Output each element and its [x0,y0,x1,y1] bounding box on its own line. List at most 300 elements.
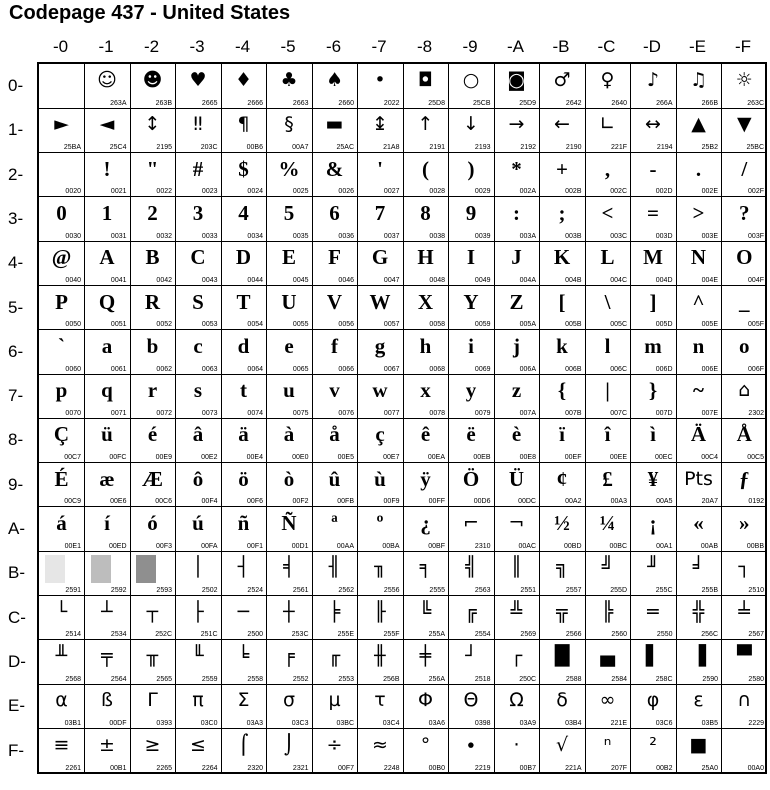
char-cell [176,684,222,729]
unicode-code: 2194 [656,144,673,152]
char-glyph: 0 [56,200,67,225]
unicode-code: 007A [519,409,536,417]
unicode-code: 03B1 [64,719,81,727]
char-glyph: T [236,289,251,314]
unicode-code: 005D [655,321,673,329]
char-cell [176,241,222,286]
char-cell [85,640,131,685]
char-cell [85,241,131,286]
char-glyph: Ñ [281,511,297,535]
unicode-code: 00AB [700,542,718,550]
unicode-code: 00FA [201,542,218,550]
char-cell [494,507,540,552]
unicode-code: 002C [610,188,627,196]
row-header: 7- [8,386,24,406]
char-cell [631,108,677,153]
char-glyph: Φ [418,689,433,712]
unicode-code: 0077 [383,409,400,417]
char-cell [585,507,631,552]
char-cell [85,286,131,331]
unicode-code: 2562 [338,587,354,595]
unicode-code: 00A0 [747,765,764,773]
char-glyph: ╩ [510,600,523,623]
char-glyph: ╦ [556,600,568,623]
char-glyph: ç [375,422,385,447]
char-cell [449,507,495,552]
char-cell [85,330,131,375]
char-cell [312,330,358,375]
column-header: -1 [98,37,114,56]
column-header: -3 [189,37,205,56]
char-cell [312,153,358,198]
char-glyph: ↕ [144,113,161,136]
unicode-code: 0070 [65,409,81,417]
unicode-code: 00E0 [292,454,309,462]
char-cell [267,729,313,774]
unicode-code: 00E4 [246,454,263,462]
char-cell [130,463,176,508]
char-cell [403,286,449,331]
char-glyph: ó [147,511,158,535]
char-glyph: O [736,245,753,270]
char-glyph: ♂ [553,69,571,91]
column-header: -8 [416,37,433,56]
unicode-code: 2248 [383,765,400,773]
unicode-code: 005E [701,321,718,329]
char-cell [722,684,768,729]
char-cell [358,729,404,774]
char-glyph: ◄ [99,113,115,136]
char-glyph: Θ [463,689,479,712]
unicode-code: 00E9 [155,454,172,462]
char-glyph: ▀ [736,644,752,667]
unicode-code: 0051 [110,321,127,329]
char-cell [722,241,768,286]
char-glyph: ╓ [328,644,341,667]
char-cell [85,418,131,463]
char-glyph: ═ [647,600,659,623]
column-header: -0 [52,37,69,56]
char-glyph: ñ [237,511,250,535]
unicode-code: 255D [610,587,627,595]
char-glyph: + [556,156,568,181]
column-header: -B [552,37,570,56]
char-cell [631,551,677,596]
unicode-code: 2564 [110,675,127,683]
char-glyph: @ [51,245,72,270]
char-cell [130,64,176,109]
char-cell [176,64,222,109]
unicode-code: 00E6 [110,498,127,506]
char-glyph: ^ [692,289,705,314]
char-glyph: î [604,422,611,447]
char-glyph: ƒ [739,466,750,491]
unicode-code: 007D [655,409,673,417]
char-cell [312,418,358,463]
char-glyph: « [693,511,704,535]
char-cell [358,418,404,463]
unicode-code: 258C [655,675,673,683]
char-glyph: ↓ [463,113,479,136]
char-glyph: W [369,289,391,314]
unicode-code: 25D8 [428,99,445,107]
unicode-code: 00BC [609,542,627,550]
char-glyph: Ä [690,422,707,447]
char-cell [585,153,631,198]
unicode-code: 002F [748,188,764,196]
char-glyph: ╣ [465,556,477,579]
char-glyph: ○ [462,69,480,91]
shade-block-2592 [91,555,111,583]
shade-block-2591 [45,555,65,583]
unicode-code: 00DF [109,719,127,727]
char-cell [39,729,85,774]
unicode-code: 266B [701,99,718,107]
unicode-code: 0054 [247,321,263,329]
char-cell [39,684,85,729]
char-glyph: Ω [509,689,524,712]
unicode-code: 2192 [520,144,536,152]
unicode-code: 0076 [338,409,354,417]
char-cell [403,729,449,774]
unicode-code: 0048 [429,276,445,284]
unicode-code: 00A1 [656,542,673,550]
unicode-code: 2510 [748,587,764,595]
unicode-code: 00EA [427,454,445,462]
unicode-code: 002D [655,188,673,196]
char-cell [449,286,495,331]
char-cell [585,684,631,729]
char-glyph: ♠ [325,69,344,91]
unicode-code: 2261 [65,765,81,773]
char-glyph: a [101,333,113,358]
char-glyph: o [739,333,750,358]
unicode-code: 2568 [65,675,81,683]
char-glyph: ² [649,733,657,756]
unicode-code: 2557 [565,587,582,595]
char-cell [312,286,358,331]
char-glyph: ▬ [325,113,344,136]
char-cell [540,374,586,419]
char-cell [39,108,85,153]
unicode-code: 03B4 [565,719,582,727]
char-cell [540,286,586,331]
char-cell [221,507,267,552]
char-glyph: ( [422,156,429,181]
char-cell [676,241,722,286]
char-cell [631,418,677,463]
unicode-code: 2565 [156,675,172,683]
char-cell [130,286,176,331]
char-glyph: ¢ [556,466,568,491]
unicode-code: 006E [701,365,718,373]
unicode-code: 002E [701,188,718,196]
char-cell [585,374,631,419]
char-glyph: ¡ [649,511,657,535]
unicode-code: 03A3 [246,719,263,727]
char-glyph: ▲ [691,113,706,136]
char-glyph: M [643,245,663,270]
char-glyph: ↑ [417,113,434,136]
unicode-code: 00FF [428,498,445,506]
unicode-code: 0033 [201,232,218,240]
unicode-code: 0030 [65,232,81,240]
char-glyph: å [329,422,340,447]
char-cell [585,197,631,242]
unicode-code: 003E [701,232,718,240]
char-glyph: â [192,422,204,447]
unicode-code: 2561 [292,587,309,595]
char-glyph: ¬ [508,512,525,534]
codepage-grid [37,62,767,774]
unicode-code: 0067 [383,365,400,373]
char-glyph: N [690,245,707,270]
unicode-code: 0075 [292,409,309,417]
char-cell [176,596,222,641]
char-cell [312,463,358,508]
char-cell [176,418,222,463]
unicode-code: 203C [200,144,218,152]
char-cell [312,374,358,419]
char-cell [312,197,358,242]
char-cell [676,507,722,552]
char-glyph: ≤ [190,733,206,756]
char-glyph: └ [55,600,68,623]
unicode-code: 263C [747,99,764,107]
unicode-code: 253C [291,631,309,639]
char-cell [403,241,449,286]
char-glyph: ☺ [97,69,117,91]
char-glyph: Ç [53,422,70,447]
char-cell [312,64,358,109]
unicode-code: 255C [655,587,673,595]
char-cell [130,684,176,729]
unicode-code: 0074 [247,409,263,417]
unicode-code: 03C6 [655,719,673,727]
char-cell [585,330,631,375]
unicode-code: 0032 [156,232,172,240]
char-glyph: Ö [462,466,480,491]
char-glyph: ╝ [601,556,614,579]
char-glyph: = [647,200,659,225]
char-glyph: ╧ [738,600,750,623]
char-cell [722,418,768,463]
unicode-code: 2502 [201,587,218,595]
char-glyph: ╢ [328,556,341,579]
char-cell [358,463,404,508]
unicode-code: 00EF [564,454,582,462]
char-cell [221,153,267,198]
unicode-code: 0020 [65,188,81,196]
char-cell [358,64,404,109]
char-glyph: 5 [283,200,295,225]
unicode-code: 03C3 [291,719,309,727]
char-cell [631,684,677,729]
char-cell [494,330,540,375]
unicode-code: 2193 [474,144,491,152]
char-glyph: ' [377,156,383,181]
unicode-code: 007B [565,409,582,417]
char-glyph: D [235,245,252,270]
char-glyph: ▌ [645,644,661,667]
char-glyph: ┤ [237,556,250,579]
unicode-code: 00FB [337,498,354,506]
char-glyph: 1 [101,200,113,225]
char-glyph: ` [58,333,65,358]
char-cell [312,241,358,286]
char-cell [221,684,267,729]
row-header: E- [8,696,25,716]
char-glyph: è [511,422,522,447]
unicode-code: 003B [565,232,582,240]
unicode-code: 0035 [292,232,309,240]
char-cell [267,418,313,463]
char-glyph: p [55,378,68,403]
char-cell [130,330,176,375]
unicode-code: 00C4 [701,454,718,462]
char-glyph: ║ [510,556,523,579]
char-glyph: ← [554,113,570,136]
char-glyph: ° [420,733,431,756]
unicode-code: 20A7 [701,498,718,506]
row-header: 3- [8,208,24,228]
char-cell [130,374,176,419]
char-cell [585,463,631,508]
char-cell [312,684,358,729]
row-header: C- [8,607,26,627]
unicode-code: 0031 [110,232,127,240]
char-glyph: i [468,333,474,358]
column-header: -D [643,37,661,56]
char-cell [221,197,267,242]
char-cell [494,374,540,419]
char-cell [85,596,131,641]
char-glyph: { [557,378,567,403]
char-glyph: ¼ [599,511,616,535]
unicode-code: 00D1 [291,542,309,550]
char-cell [130,507,176,552]
char-glyph: 7 [374,200,386,225]
unicode-code: 0078 [429,409,445,417]
unicode-code: 00AC [518,542,536,550]
char-glyph: r [147,378,158,403]
unicode-code: 0063 [201,365,218,373]
char-cell [267,684,313,729]
char-cell [130,551,176,596]
char-glyph: x [420,378,431,403]
unicode-code: 266A [656,99,673,107]
char-cell [403,640,449,685]
unicode-code: 2534 [110,631,127,639]
char-cell [676,418,722,463]
char-cell [494,286,540,331]
unicode-code: 00A5 [656,498,673,506]
char-glyph: ╒ [283,644,295,667]
char-glyph: 2 [147,200,158,225]
char-cell [176,551,222,596]
char-glyph: ♦ [234,69,253,91]
char-glyph: w [372,378,388,403]
char-cell [221,596,267,641]
char-cell [494,108,540,153]
char-glyph: ≥ [144,733,161,756]
char-glyph: l [604,333,611,358]
char-cell [403,596,449,641]
char-glyph: à [283,422,295,447]
char-cell [221,640,267,685]
char-glyph: < [601,200,614,225]
unicode-code: 00BD [563,542,582,550]
char-cell [358,241,404,286]
char-cell [358,507,404,552]
char-glyph: ◙ [507,69,526,91]
char-cell [631,640,677,685]
char-glyph: ÿ [420,466,431,491]
char-glyph: ì [650,422,656,447]
char-cell [540,330,586,375]
unicode-code: 0073 [201,409,218,417]
char-glyph: ¥ [647,466,659,491]
char-cell [449,640,495,685]
unicode-code: 0079 [474,409,491,417]
char-glyph: Ü [508,466,525,491]
unicode-code: 0055 [292,321,309,329]
unicode-code: 0034 [247,232,263,240]
char-cell [221,108,267,153]
char-cell [267,551,313,596]
char-glyph: ε [693,689,704,712]
char-cell [403,197,449,242]
unicode-code: 03C4 [382,719,400,727]
char-cell [540,197,586,242]
char-glyph: R [144,289,161,314]
char-glyph: é [147,422,158,447]
unicode-code: 003F [748,232,764,240]
char-glyph: v [329,378,340,403]
char-glyph: α [55,689,68,712]
unicode-code: 00F6 [247,498,263,506]
char-cell [585,640,631,685]
char-glyph: ± [99,733,115,756]
unicode-code: 004F [748,276,764,284]
char-glyph: A [99,245,115,270]
char-glyph: h [419,333,432,358]
char-cell [722,286,768,331]
char-glyph: * [511,156,522,181]
unicode-code: 03A9 [519,719,536,727]
unicode-code: 00C7 [64,454,81,462]
char-cell [540,551,586,596]
unicode-code: 00D6 [473,498,491,506]
char-glyph: ╚ [419,600,432,623]
unicode-code: 2264 [201,765,218,773]
unicode-code: 25B2 [701,144,718,152]
char-glyph: j [513,333,520,358]
char-cell [267,330,313,375]
char-glyph: ¿ [420,511,431,535]
unicode-code: 2524 [247,587,263,595]
char-glyph: í [104,511,110,535]
char-cell [722,197,768,242]
char-glyph: n [692,333,705,358]
unicode-code: 0056 [338,321,354,329]
unicode-code: 00E1 [64,542,81,550]
char-cell [85,374,131,419]
char-cell [676,684,722,729]
column-header: -7 [371,37,387,56]
char-cell [403,153,449,198]
char-glyph: ª [331,511,338,535]
